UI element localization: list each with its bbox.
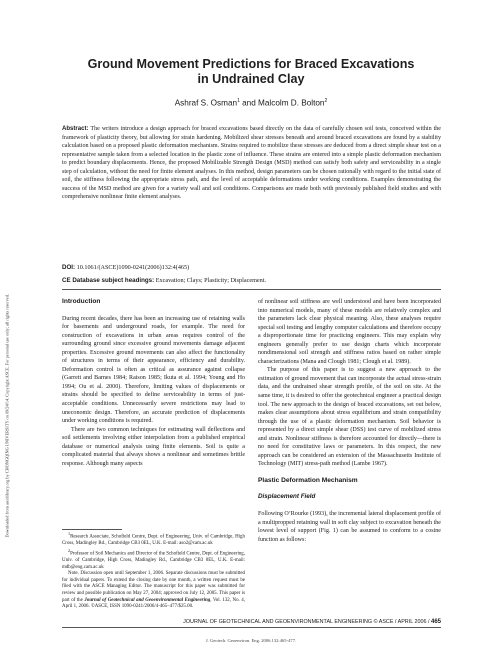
footer-journal: JOURNAL OF GEOTECHNICAL AND GEOENVIRONMENTAL ENGINEERING © ASCE / APRIL 2006 / [183, 619, 431, 625]
author-1: Ashraf S. Osman [174, 98, 238, 108]
paper-title-line-1: Ground Movement Predictions for Braced Excavations [87, 57, 415, 71]
footnote-2: $^2$Professor of Soil Mechanics and Director of the Schofield Centre, Dept. of Engineering, Univ. of Cambridge, High Cross, Madingley Rd., Cambridge CB3 0EL, U.K. E-mail: mdb@eng.cam.ac.uk [62, 547, 245, 570]
displacement-field-subheading: Displacement Field [258, 493, 316, 501]
displacement-field-paragraph: Following O’Rourke (1993), the incremental lateral displacement profile of a multipropped retaining wall in soft clay subject to excavation beneath the lowest level of support (Fig. 1) can be assumed to conform to a cosine function as follows: [258, 511, 441, 543]
section-divider [62, 289, 441, 290]
plastic-deformation-heading: Plastic Deformation Mechanism [258, 476, 358, 484]
abstract-text: The writers introduce a design approach for braced excavations based directly on the data of carefully chosen soil tests, conceived within the framework of plasticity theory, but allowing for strain hardening. Mobilized shear stresses beneath and around braced excavations are found by a stability calculation based on a proposed plastic deformation mechanism. Strains required to mobilize these stresses are deduced from a direct simple shear test on a representative sample taken from a selected location in the plastic zone of influence. These strains are entered into a simple plastic deformation mechanism to predict boundary displacements. Hence, the proposed Mobilizable Strength Design (MSD) method can satisfy both safety and serviceability in a single step of calculation, without the need for finite element analyses. In this method, design parameters can be chosen rationally with regard to the initial state of soil, the stiffness following the appropriate stress path, and the level of acceptable deformations under working conditions. Examples demonstrating the success of the MSD method are given for a variety wall and soil conditions. Comparisons are made both with previously published field studies and with comprehensive nonlinear finite element analyses. [62, 126, 441, 201]
download-watermark-text: Downloaded from ascelibrary.org by CHONGQING UNIVERSITY on 09/24/14. Copyright ASCE. For personal use only; all rights reserved. [4, 294, 10, 538]
citation-line: J. Geotech. Geoenviron. Eng. 2006.132:465-477. [205, 638, 297, 643]
author-2-sup: 2 [324, 98, 328, 104]
body-paragraph-purpose: The purpose of this paper is to suggest a new approach to the estimation of ground movement that can incorporate the actual stress-strain data, and the undrained shear strength profile, of the soil on site. At the same time, it is desired to offer the geotechnical engineer a practical design tool. The new approach to the design of braced excavations, set out below, makes clear assumptions about stress equilibrium and strain compatibility through the use of a plastic deformation mechanism. Soil behavior is represented by a direct simple shear (DSS) test curve of mobilized stress and strain. Nonlinear stiffness is therefore accounted for directly—there is no need for constitutive laws or parameters. In this respect, the new approach can be considered an extension of the Massachusetts Institute of Technology (MIT) stress-path method (Lambe 1967). [258, 367, 441, 468]
doi-text: 10.1061/(ASCE)1090-0241(2006)132:4(465) [75, 264, 190, 271]
editorial-note: Note. Discussion open until September 1, 2006. Separate discussions must be submitted for individual papers. To extend the closing date by one month, a written request must be filed with the ASCE Managing Editor. The manuscript for this paper was submitted for review and possible publication on May 27, 2004; approved on July 12, 2005. This paper is part of the Journal of Geotechnical and Geoenvironmental Engineering, Vol. 132, No. 4, April 1, 2006. ©ASCE, ISSN 1090-0241/2006/4-465–477/$25.00. [62, 571, 246, 610]
doi-label: DOI: [62, 264, 76, 271]
download-watermark [2, 120, 12, 540]
left-column [62, 298, 245, 468]
author-2: and Malcolm D. Bolton [239, 98, 325, 108]
footnote-1: $^1$Research Associate, Schofield Centre, Dept. of Engineering, Univ. of Cambridge, High Cross, Madingley Rd., Cambridge CB3 0EL, U.K. E-mail: aso2@cam.ac.uk [62, 531, 245, 547]
author-1-sup: 1 [237, 98, 240, 104]
intro-paragraph-2: There are two common techniques for estimating wall deflections and soil settlements involving either interpolation from a published empirical database or numerical analysis using finite elements. Soil is quite a complicated material that always shows a nonlinear and sometimes brittle response. Although many aspects [62, 426, 245, 467]
page-footer [62, 619, 441, 625]
paper-title-line-2: in Undrained Clay [197, 72, 305, 86]
footer-rule [62, 627, 441, 628]
body-paragraph-continued: of nonlinear soil stiffness are well understood and have been incorporated into numerical models, many of these models are relatively complex and the parameters lack clear physical meaning. Also, these analyses require special soil testing and lengthy computer calculations and therefore occupy a disproportionate time for practicing engineers. This may explain why engineers generally prefer to use design charts which incorporate nondimensional soil strength and stiffness ratios based on rather simple characterizations (Mana and Clough 1981; Clough et al. 1989). [258, 299, 441, 365]
right-column [258, 298, 441, 544]
footnotes [62, 531, 245, 611]
intro-paragraph-1: During recent decades, there has been an increasing use of retaining walls for basements and underground roads, for example. The need for construction of excavations in urban areas requires control of the surrounding ground since excessive ground movements damage adjacent properties. Excessive ground movements can also affect the functionality of structures in terms of their appearance, efficiency and durability. Deformation control is often as critical as assurance against collapse (Garrett and Barnes 1984; Raison 1985; Ikuta et al. 1994; Young and Ho 1994; Ou et al. 2000). Therefore, limiting values of displacements or strains should be specified to define serviceability in terms of just-acceptable conditions. Unnecessarily severe restrictions may lead to uneconomic design. Therefore, an accurate prediction of displacements under working conditions is required. [62, 315, 245, 425]
page-number: 465 [430, 619, 441, 625]
abstract [62, 125, 441, 202]
footnote-divider [62, 529, 122, 530]
introduction-heading: Introduction [62, 298, 101, 305]
subject-headings-text: Excavation; Clays; Plasticity; Displacement. [154, 277, 267, 284]
abstract-label: Abstract: [62, 126, 89, 132]
paper-title [40, 57, 462, 87]
subject-headings-label: CE Database subject headings: [62, 277, 155, 284]
doi [62, 264, 441, 271]
authors [40, 98, 462, 108]
subject-headings [62, 277, 441, 284]
